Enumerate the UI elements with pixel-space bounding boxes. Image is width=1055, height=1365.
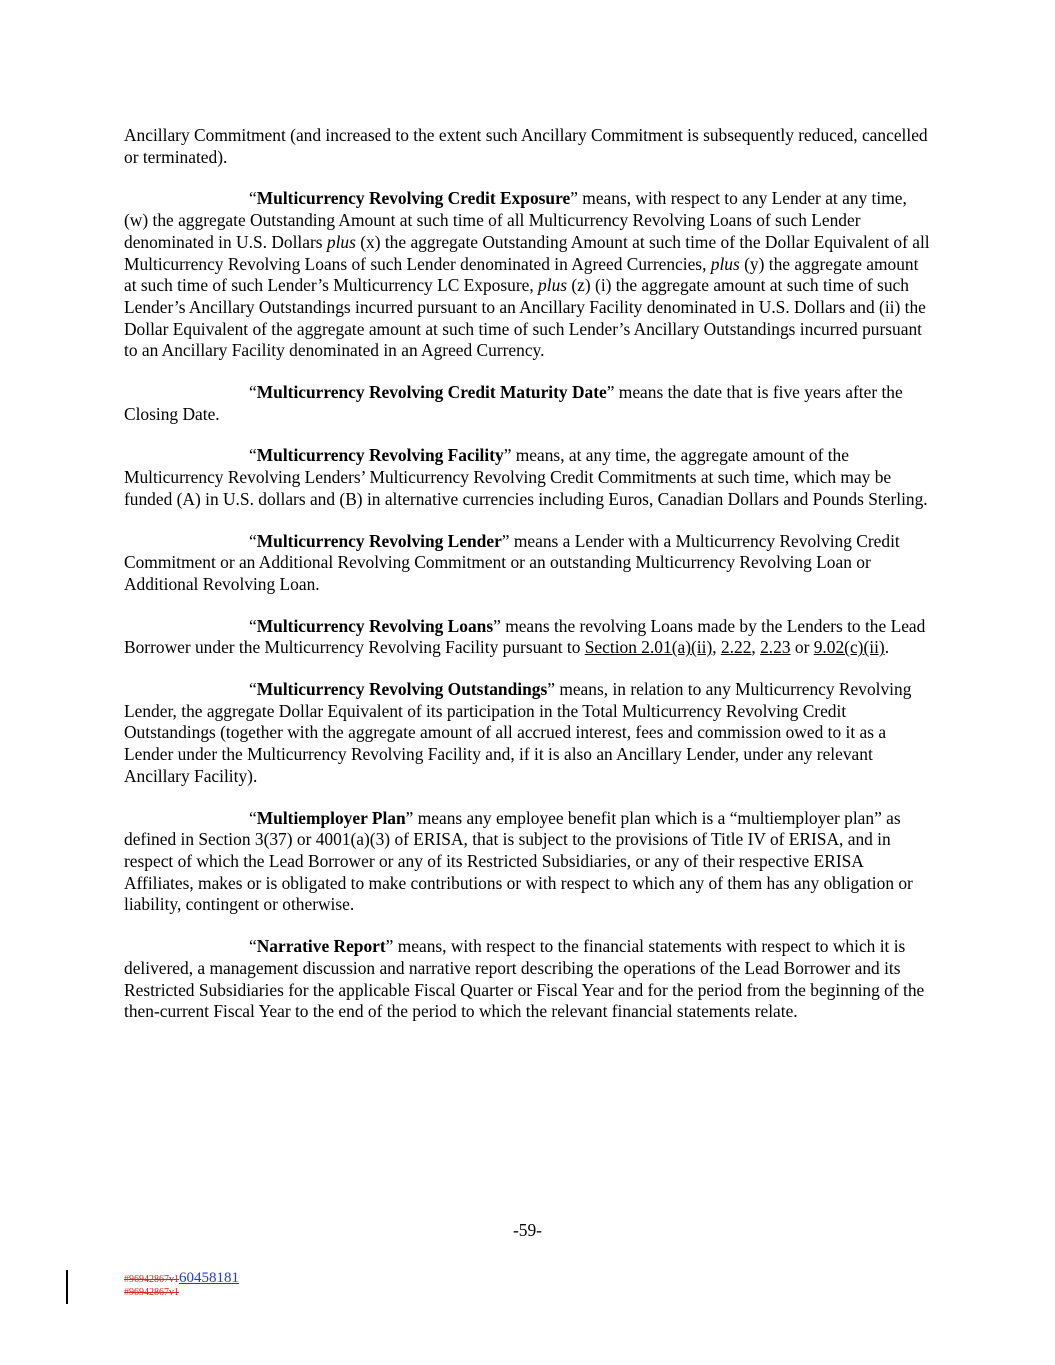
- section-reference-link[interactable]: 2.22: [720, 637, 752, 658]
- defined-term: Multiemployer Plan: [256, 807, 406, 828]
- defined-term: Multicurrency Revolving Loans: [256, 615, 494, 636]
- revision-change-bar: [66, 1270, 68, 1304]
- paragraph-ancillary-commitment-continued: Ancillary Commitment (and increased to the extent such Ancillary Commitment is subsequently reduced, cancelled or terminated).: [124, 125, 928, 167]
- document-id-line-2: [124, 1286, 239, 1299]
- defined-term: Multicurrency Revolving Outstandings: [256, 679, 548, 700]
- page-number: -59-: [513, 1220, 542, 1240]
- definition-narrative-report: “Narrative Report” means, with respect to the financial statements with respect to which it is delivered, a management discussion and narrative report describing the operations of the Lead Borrower and its Restricted Subsidiaries for the applicable Fiscal Quarter or Fiscal Year and for the period from the beginning of the then-current Fiscal Year to the end of the period to which the relevant financial statements relate.: [124, 936, 925, 1022]
- defined-term: Narrative Report: [256, 936, 386, 957]
- definition-multiemployer-plan: “Multiemployer Plan” means any employee benefit plan which is a “multiemployer plan” as defined in Section 3(37) or 4001(a)(3) of ERISA, that is subject to the provisions of Title IV of ERISA, and in respect of which the Lead Borrower or any of its Restricted Subsidiaries, or any of their respective ERISA Affiliates, makes or is obligated to make contributions or with respect to which any of them has any obligation or liability, contingent or otherwise.: [124, 807, 913, 915]
- deleted-document-id: #96942867v1: [124, 1287, 179, 1298]
- definition-multicurrency-revolving-credit-exposure: “Multicurrency Revolving Credit Exposure” means, with respect to any Lender at any time, (w) the aggregate Outstanding Amount at such time of all Multicurrency Revolving Loans of such Lender denominated in U.S. Dollars plus (x) the aggregate Outstanding Amount at such time of the Dollar Equivalent of all Multicurrency Revolving Loans of such Lender denominated in Agreed Currencies, plus (y) the aggregate amount at such time of such Lender’s Multicurrency LC Exposure, plus (z) (i) the aggregate amount at such time of such Lender’s Ancillary Outstandings incurred pursuant to an Ancillary Facility denominated in U.S. Dollars and (ii) the Dollar Equivalent of the aggregate amount at such time of such Lender’s Ancillary Outstandings incurred pursuant to an Ancillary Facility denominated in an Agreed Currency.: [124, 188, 930, 361]
- document-id-line-1: [124, 1272, 239, 1286]
- defined-term: Multicurrency Revolving Facility: [256, 445, 504, 466]
- document-id-footer: [124, 1272, 239, 1299]
- inserted-document-id: 60458181: [179, 1270, 239, 1286]
- deleted-document-id: #96942867v1: [124, 1274, 179, 1285]
- section-reference-link[interactable]: Section 2.01(a)(ii): [584, 637, 713, 658]
- definition-multicurrency-revolving-outstandings: “Multicurrency Revolving Outstandings” means, in relation to any Multicurrency Revolving Lender, the aggregate Dollar Equivalent of its participation in the Total Multicurrency Revolving Credit Outstandings (together with the aggregate amount of all accrued interest, fees and commission owed to it as a Lender under the Multicurrency Revolving Facility and, if it is also an Ancillary Lender, under any relevant Ancillary Facility).: [124, 679, 912, 786]
- defined-term: Multicurrency Revolving Lender: [256, 530, 502, 551]
- document-body: [124, 125, 932, 1043]
- definition-multicurrency-revolving-lender: “Multicurrency Revolving Lender” means a Lender with a Multicurrency Revolving Credit Commitment or an Additional Revolving Commitment or an outstanding Multicurrency Revolving Loan or Additional Revolving Loan.: [124, 530, 900, 594]
- section-reference-link[interactable]: 2.23: [760, 637, 791, 658]
- defined-term: Multicurrency Revolving Credit Maturity Date: [256, 382, 607, 403]
- definition-multicurrency-revolving-facility: “Multicurrency Revolving Facility” means, at any time, the aggregate amount of the Multicurrency Revolving Lenders’ Multicurrency Revolving Credit Commitments at such time, which may be funded (A) in U.S. dollars and (B) in alternative currencies including Euros, Canadian Dollars and Pounds Sterling.: [124, 445, 928, 509]
- section-reference-link[interactable]: 9.02(c)(ii): [813, 637, 885, 658]
- defined-term: Multicurrency Revolving Credit Exposure: [256, 188, 571, 209]
- definition-multicurrency-revolving-loans: “Multicurrency Revolving Loans” means the revolving Loans made by the Lenders to the Lead Borrower under the Multicurrency Revolving Facility pursuant to Section 2.01(a)(ii), 2.22, 2.23 or 9.02(c)(ii).: [124, 615, 926, 658]
- definition-multicurrency-revolving-credit-maturity-date: “Multicurrency Revolving Credit Maturity Date” means the date that is five years after the Closing Date.: [124, 382, 903, 424]
